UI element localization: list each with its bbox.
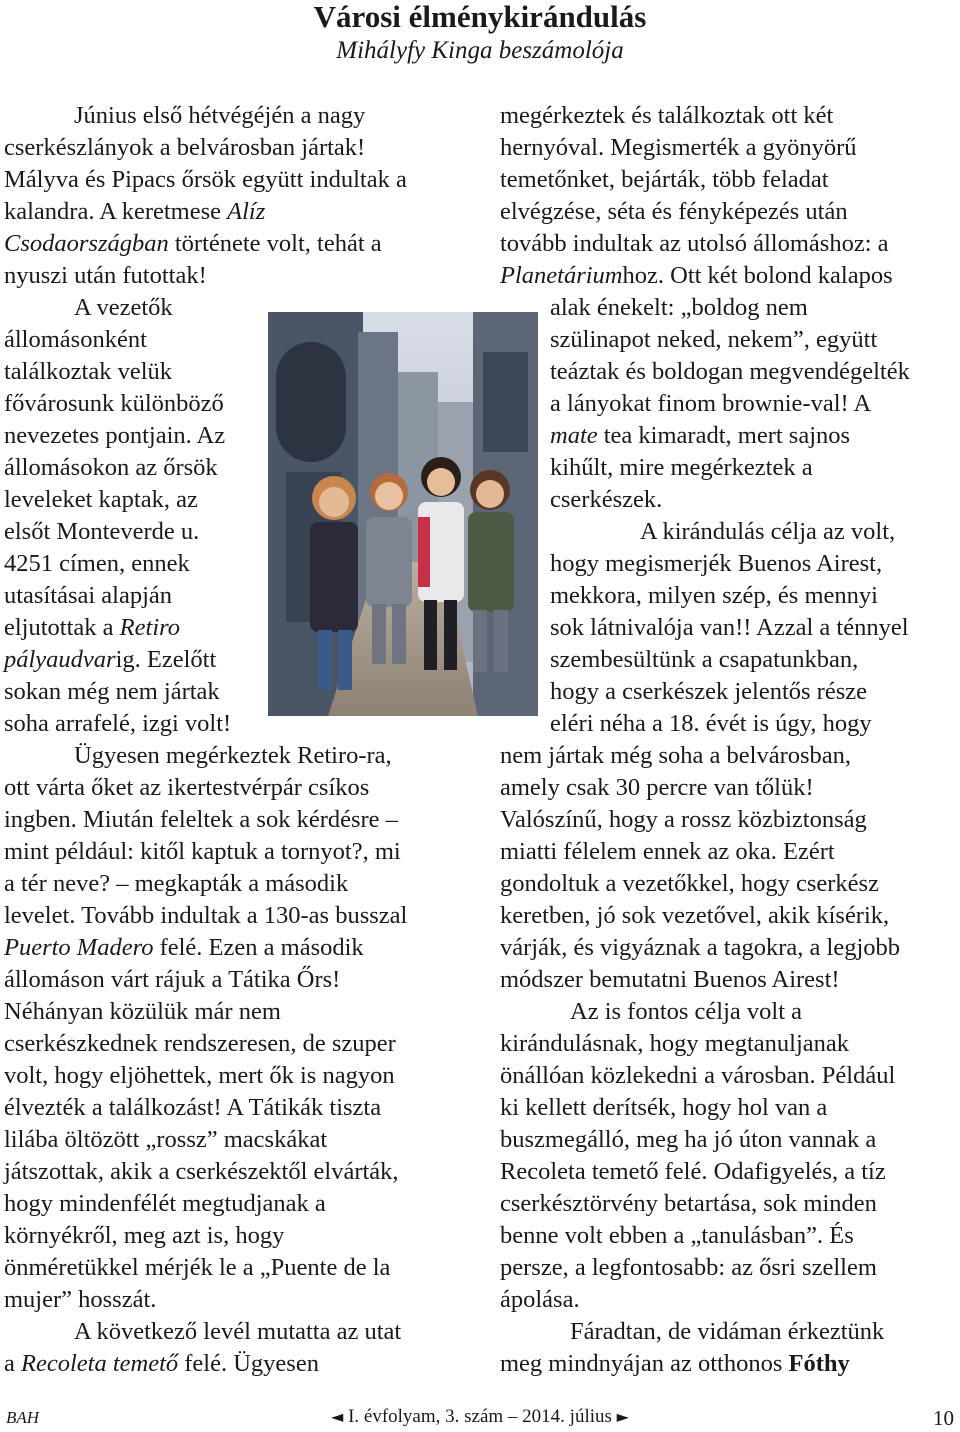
text-line: állomásokon az őrsök (4, 454, 218, 481)
text-line: amely csak 30 percre van tőlük! (500, 774, 814, 801)
text-line: cserkésztörvény betartása, sok minden (500, 1190, 877, 1217)
text-line: élvezték a találkozást! A Tátikák tiszta (4, 1094, 382, 1121)
right-column (500, 100, 960, 1380)
text-run: meg mindnyájan az otthonos (500, 1350, 789, 1377)
text-line: miatti félelem ennek az oka. Ezért (500, 838, 835, 865)
bold-run: Fóthy (788, 1350, 850, 1377)
text-line: levelet. Tovább indultak a 130-as busszal (4, 902, 408, 929)
text-line: eléri néha a 18. évét is úgy, hogy (550, 710, 872, 737)
italic-run: Recoleta temető (21, 1350, 179, 1377)
text-line: persze, a legfontosabb: az ősri szellem (500, 1254, 877, 1281)
article-title: Városi élménykirándulás (313, 0, 647, 34)
text-line: ott várta őket az ikertestvérpár csíkos (4, 774, 370, 801)
text-line: elvégzése, séta és fényképezés után (500, 198, 848, 225)
text-line: találkoztak velük (4, 358, 173, 385)
text-line: kirándulásnak, hogy megtanuljanak (500, 1030, 850, 1057)
text-run: hoz. Ott két bolond kalapos (622, 262, 893, 289)
text-line: nevezetes pontjain. Az (4, 422, 226, 449)
footer-issue (0, 1406, 960, 1428)
text-line: hogy megismerjék Buenos Airest, (550, 550, 883, 577)
footer-publication-mark: BAH (6, 1408, 40, 1427)
text-line: hogy a cserkészek jelentős része (550, 678, 867, 705)
article-subtitle: Mihályfy Kinga beszámolója (336, 37, 624, 64)
text-line: Fáradtan, de vidáman érkeztünk (570, 1318, 885, 1345)
italic-run: Puerto Madero (4, 934, 154, 961)
page-footer (0, 1406, 960, 1432)
text-line: lilába öltözött „rossz” macskákat (4, 1126, 328, 1153)
text-line (4, 228, 474, 260)
text-line: állomásonként (4, 326, 147, 353)
text-line (4, 1348, 474, 1380)
text-line: sokan még nem jártak (4, 678, 220, 705)
text-line: 4251 címen, ennek (4, 550, 190, 577)
text-line: ápolása. (500, 1286, 580, 1313)
text-line (4, 196, 474, 228)
text-line: keretben, jó sok vezetővel, akik kísérik, (500, 902, 890, 929)
text-line: buszmegálló, meg ha jó úton vannak a (500, 1126, 877, 1153)
text-line: fővárosunk különböző (4, 390, 224, 417)
text-line: soha arrafelé, izgi volt! (4, 710, 232, 737)
text-line (500, 420, 960, 452)
text-line: szembesültünk a csapatunkban, (550, 646, 859, 673)
text-line: utasításai alapján (4, 582, 173, 609)
arrow-right-icon: ► (616, 1407, 629, 1426)
text-line: sok látnivalója van!! Azzal a ténnyel (550, 614, 909, 641)
text-run: felé. Ezen a második (153, 934, 364, 961)
text-run: eljutottak a (4, 614, 120, 641)
text-run: tea kimaradt, mert sajnos (597, 422, 851, 449)
text-line: gondoltuk a vezetőkkel, hogy cserkész (500, 870, 879, 897)
italic-run: pályaudvar (4, 646, 116, 673)
text-run: története volt, tehát a (168, 230, 382, 257)
text-line: hernyóval. Megismerték a gyönyörű (500, 134, 857, 161)
text-line: leveleket kaptak, az (4, 486, 198, 513)
arrow-left-icon: ◄ (331, 1407, 344, 1426)
text-line: Valószínű, hogy a rossz közbiztonság (500, 806, 867, 833)
text-line (500, 1348, 960, 1380)
text-line: tovább indultak az utolsó állomáshoz: a (500, 230, 889, 257)
text-line: várják, és vigyáznak a tagokra, a legjobb (500, 934, 901, 961)
text-line: Mályva és Pipacs őrsök együtt indultak a (4, 166, 407, 193)
text-line: Recoleta temető felé. Odafigyelés, a tíz (500, 1158, 886, 1185)
text-line: önméretükkel mérjék le a „Puente de la (4, 1254, 391, 1281)
text-run: a (4, 1350, 21, 1377)
text-line: elsőt Monteverde u. (4, 518, 200, 545)
italic-run: Alíz (227, 198, 266, 225)
text-line: ki kellett derítsék, hogy hol van a (500, 1094, 828, 1121)
italic-run: Planetárium (500, 262, 623, 289)
text-line: nem jártak még soha a belvárosban, (500, 742, 852, 769)
text-line: A következő levél mutatta az utat (74, 1318, 402, 1345)
text-line: temetőnket, bejárták, több feladat (500, 166, 829, 193)
left-column (4, 100, 474, 1380)
page-number: 10 (933, 1406, 954, 1430)
italic-run: mate (550, 422, 598, 449)
text-line: önállóan közlekedni a városban. Például (500, 1062, 896, 1089)
text-line: Június első hétvégéjén a nagy (74, 102, 366, 129)
text-run: kalandra. A keretmese (4, 198, 228, 225)
text-line: módszer bemutatni Buenos Airest! (500, 966, 840, 993)
text-line: Az is fontos célja volt a (570, 998, 803, 1025)
text-run: felé. Ügyesen (178, 1350, 319, 1377)
text-line: szülinapot neked, nekem”, együtt (550, 326, 878, 353)
photo-illustration (268, 312, 538, 716)
text-line: a lányokat finom brownie-val! A (550, 390, 872, 417)
text-line: nyuszi után futottak! (4, 262, 207, 289)
text-line: teáztak és boldogan megvendégelték (550, 358, 910, 385)
text-line: alak énekelt: „boldog nem (550, 294, 808, 321)
text-line: A kirándulás célja az volt, (640, 518, 896, 545)
text-line: hogy mindenfélét megtudjanak a (4, 1190, 326, 1217)
text-line (4, 932, 474, 964)
text-line: volt, hogy eljöhettek, mert ők is nagyon (4, 1062, 395, 1089)
text-line: a tér neve? – megkapták a második (4, 870, 349, 897)
italic-run: Csodaországban (4, 230, 169, 257)
text-line: mint például: kitől kaptuk a tornyot?, mi (4, 838, 401, 865)
text-line: cserkészlányok a belvárosban jártak! (4, 134, 366, 161)
text-line: kihűlt, mire megérkeztek a (550, 454, 813, 481)
text-line: mekkora, milyen szép, és mennyi (550, 582, 878, 609)
text-line: ingben. Miután feleltek a sok kérdésre – (4, 806, 398, 833)
text-line (500, 260, 960, 292)
text-line: állomáson várt rájuk a Tátika Őrs! (4, 966, 341, 993)
text-line: Ügyesen megérkeztek Retiro-ra, (74, 742, 392, 769)
text-line: benne volt ebben a „tanulásban”. És (500, 1222, 854, 1249)
text-line: A vezetők (74, 294, 173, 321)
text-line: cserkészkednek rendszeresen, de szuper (4, 1030, 396, 1057)
text-line: mujer” hosszát. (4, 1286, 157, 1313)
text-line: cserkészek. (550, 486, 663, 513)
text-line: játszottak, akik a cserkészektől elvárták, (4, 1158, 399, 1185)
footer-issue-text: I. évfolyam, 3. szám – 2014. július (348, 1406, 612, 1427)
text-line: környékről, meg azt is, hogy (4, 1222, 285, 1249)
text-run: ig. Ezelőtt (115, 646, 217, 673)
italic-run: Retiro (119, 614, 181, 641)
text-line: megérkeztek és találkoztak ott két (500, 102, 834, 129)
group-photo (268, 312, 538, 716)
text-line: Néhányan közülük már nem (4, 998, 281, 1025)
